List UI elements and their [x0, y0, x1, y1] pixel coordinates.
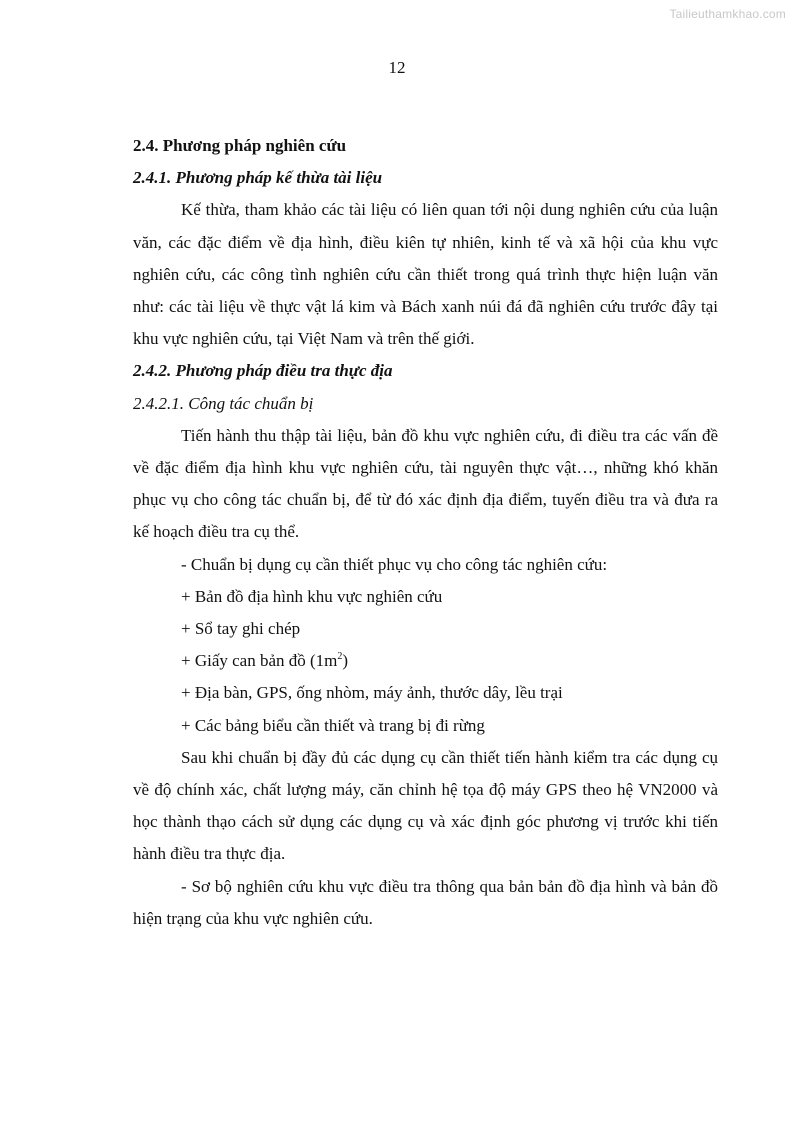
- paragraph-inheritance-method: Kế thừa, tham khảo các tài liệu có liên quan tới nội dung nghiên cứu của luận văn, các đặc điểm về địa hình, điều kiên tự nhiên, kinh tế và xã hội của khu vực nghiên cứu, các công tình nghiên cứu cần thiết trong quá trình thực hiện luận văn như: các tài liệu về thực vật lá kim và Bách xanh núi đá đã nghiên cứu trước đây tại khu vực nghiên cứu, tại Việt Nam và trên thế giới.: [133, 200, 718, 349]
- watermark: Tailieuthamkhao.com: [669, 7, 786, 21]
- list-item: + Sổ tay ghi chép: [181, 619, 301, 639]
- list-intro: - Chuẩn bị dụng cụ cần thiết phục vụ cho công tác nghiên cứu:: [181, 554, 608, 574]
- paragraph-preparation: Tiến hành thu thập tài liệu, bản đồ khu vực nghiên cứu, đi điều tra các vấn đề về đặc điểm địa hình khu vực nghiên cứu, tài nguyên thực vật…, những khó khăn phục vụ cho công tác chuẩn bị, để từ đó xác định địa điểm, tuyến điều tra và đưa ra kế hoạch điều tra cụ thể.: [133, 425, 718, 542]
- superscript: 2: [337, 651, 343, 663]
- paragraph-preliminary-study: - Sơ bộ nghiên cứu khu vực điều tra thông qua bản bản đồ địa hình và bản đồ hiện trạng của khu vực nghiên cứu.: [133, 876, 718, 928]
- list-item: + Địa bàn, GPS, ống nhòm, máy ảnh, thước dây, lều trại: [181, 683, 563, 703]
- page-number: 12: [388, 58, 406, 77]
- subsection-heading-2-4-2: 2.4.2. Phương pháp điều tra thực địa: [133, 361, 393, 381]
- document-body: [133, 130, 718, 935]
- subsection-heading-2-4-1: 2.4.1. Phương pháp kế thừa tài liệu: [133, 168, 383, 188]
- list-item-suffix: ): [342, 651, 349, 671]
- section-heading: 2.4. Phương pháp nghiên cứu: [133, 136, 347, 155]
- list-item-tracing-paper: [133, 645, 718, 677]
- list-item: + Bản đồ địa hình khu vực nghiên cứu: [181, 586, 443, 606]
- paragraph-equipment-check: Sau khi chuẩn bị đầy đủ các dụng cụ cần thiết tiến hành kiểm tra các dụng cụ về độ chính xác, chất lượng máy, căn chỉnh hệ tọa độ máy GPS theo hệ VN2000 và học thành thạo cách sử dụng các dụng cụ và xác định góc phương vị trước khi tiến hành điều tra thực địa.: [133, 747, 718, 864]
- list-item: + Các bảng biểu cần thiết và trang bị đi rừng: [181, 715, 485, 735]
- list-item-text: + Giấy can bản đồ (1m: [181, 651, 338, 671]
- sub-subsection-heading-2-4-2-1: 2.4.2.1. Công tác chuẩn bị: [133, 393, 314, 413]
